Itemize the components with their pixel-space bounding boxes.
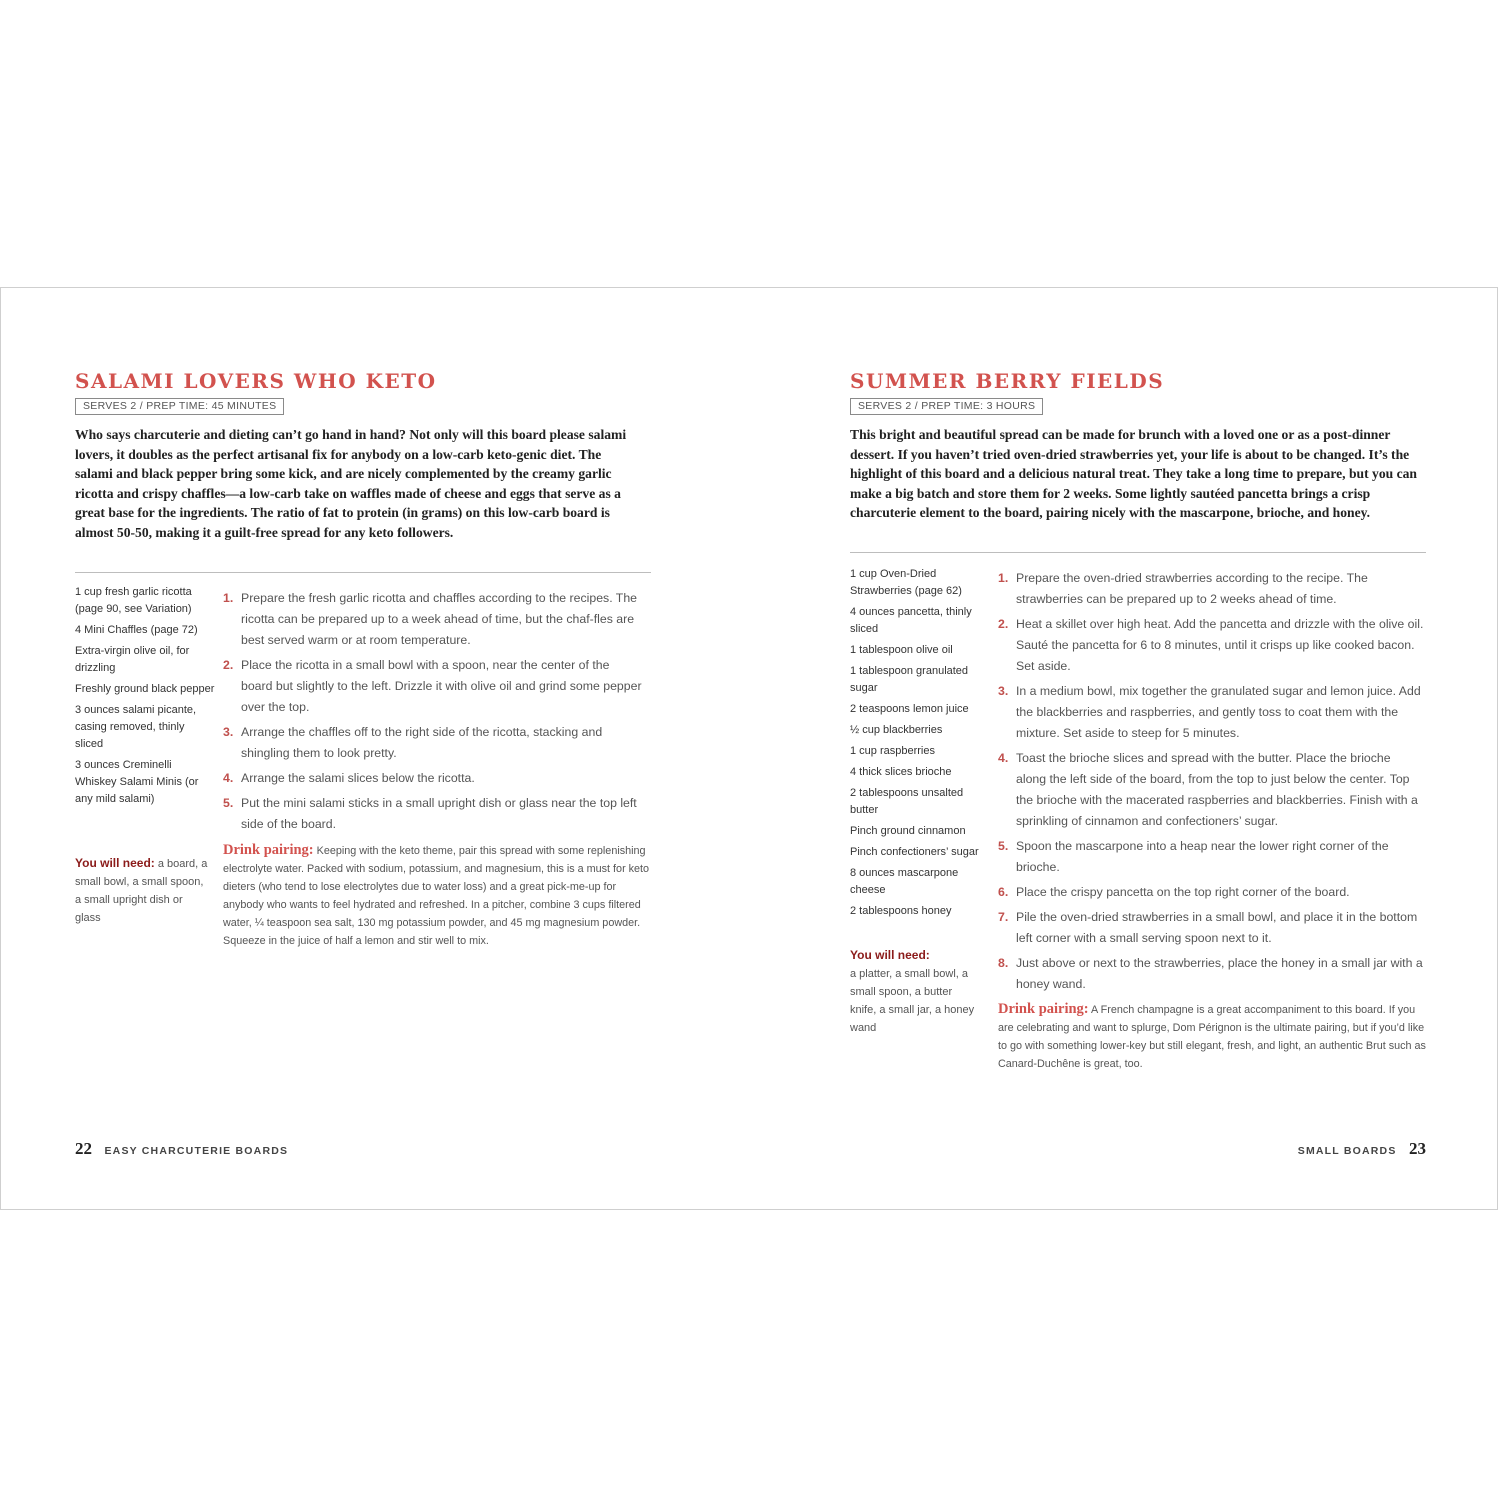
drink-pairing — [223, 841, 651, 950]
you-will-need-text: a board, a small bowl, a small spoon, a small upright dish or glass — [75, 858, 208, 924]
ingredient-item: Pinch confectioners’ sugar — [850, 846, 979, 858]
page-number: 22 — [75, 1139, 92, 1158]
step-number: 2. — [223, 658, 234, 672]
ingredient-item: 4 Mini Chaffles (page 72) — [75, 624, 198, 636]
step-item — [223, 588, 643, 651]
page-footer — [1290, 1139, 1426, 1159]
step-number: 8. — [998, 956, 1009, 970]
step-list — [223, 588, 643, 839]
step-item — [998, 953, 1424, 995]
drink-pairing-text: Keeping with the keto theme, pair this spread with some replenishing electrolyte water. Packed with sodium, potassium, and magnesium, this is a must for keto dieters (who tend to lose electrolytes due to water loss) and a great pick-me-up for anybody who wants to feel hydrated and refreshed. In a pitcher, combine 3 cups filtered water, ¼ teaspoon sea salt, 130 mg potassium powder, and 45 mg magnesium powder. Squeeze in the juice of half a lemon and stir well to mix. — [223, 845, 650, 947]
ingredient-item: 2 tablespoons honey — [850, 905, 952, 917]
step-number: 4. — [998, 751, 1009, 765]
step-text: Place the crispy pancetta on the top right corner of the board. — [1016, 885, 1350, 899]
ingredient-item: 1 cup fresh garlic ricotta (page 90, see Variation) — [75, 586, 192, 615]
ingredient-list — [850, 566, 982, 924]
ingredient-item: Freshly ground black pepper — [75, 683, 215, 695]
ingredient-item: 1 cup Oven-Dried Strawberries (page 62) — [850, 568, 962, 597]
step-number: 4. — [223, 771, 234, 785]
step-number: 3. — [998, 684, 1009, 698]
step-number: 2. — [998, 617, 1009, 631]
step-text: Pile the oven-dried strawberries in a small bowl, and place it in the bottom left corner with a small serving spoon next to it. — [1016, 910, 1418, 945]
step-text: Arrange the chaffles off to the right side of the ricotta, stacking and shingling them to look pretty. — [241, 725, 603, 760]
page-footer — [75, 1139, 296, 1159]
step-text: Spoon the mascarpone into a heap near the lower right corner of the brioche. — [1016, 839, 1389, 874]
step-text: Put the mini salami sticks in a small upright dish or glass near the top left side of the board. — [241, 796, 637, 831]
step-item — [998, 836, 1424, 878]
step-item — [223, 793, 643, 835]
page-number: 23 — [1409, 1139, 1426, 1158]
recipe-intro: This bright and beautiful spread can be made for brunch with a loved one or as a post-dinner dessert. If you haven’t tried oven-dried strawberries yet, your life is about to be changed. It’s the highlight of this board and a delicious natural treat. They take a long time to prepare, but you can make a big batch and store them for 2 weeks. Some lightly sautéed pancetta brings a crisp charcuterie element to the board, pairing nicely with the mascarpone, brioche, and honey. — [850, 427, 1417, 520]
recipe-title: SUMMER BERRY FIELDS — [850, 369, 1165, 393]
you-will-need-text: a platter, a small bowl, a small spoon, a butter knife, a small jar, a honey wand — [850, 968, 975, 1034]
step-item — [223, 768, 643, 789]
step-item — [998, 882, 1424, 903]
you-will-need-label: You will need: — [75, 856, 155, 870]
book-spread — [0, 287, 1498, 1210]
step-number: 1. — [223, 591, 234, 605]
step-item — [998, 568, 1424, 610]
ingredient-item: 4 ounces pancetta, thinly sliced — [850, 606, 972, 635]
ingredient-item: ½ cup blackberries — [850, 724, 943, 736]
step-number: 3. — [223, 725, 234, 739]
serves-prep-time-box: SERVES 2 / PREP TIME: 3 HOURS — [850, 398, 1043, 415]
step-item — [998, 614, 1424, 677]
recipe-intro: Who says charcuterie and dieting can’t go hand in hand? Not only will this board please salami lovers, it doubles as the perfect artisanal fix for anybody on a low-carb keto-genic diet. The salami and black pepper bring some kick, and are nicely complemented by the creamy garlic ricotta and crispy chaffles—a low-carb take on waffles made of cheese and eggs that serve as a great base for the ingredients. The ratio of fat to protein (in grams) on this low-carb board is almost 50-50, making it a guilt-free spread for any keto followers. — [75, 427, 627, 540]
ingredient-item: 2 teaspoons lemon juice — [850, 703, 969, 715]
running-footer-title: EASY CHARCUTERIE BOARDS — [104, 1145, 289, 1157]
step-item — [998, 748, 1424, 832]
ingredient-item: 1 cup raspberries — [850, 745, 935, 757]
recipe-title: SALAMI LOVERS WHO KETO — [75, 369, 437, 393]
step-text: Arrange the salami slices below the ricotta. — [241, 771, 475, 785]
step-text: Just above or next to the strawberries, place the honey in a small jar with a honey wand. — [1016, 956, 1423, 991]
step-item — [223, 722, 643, 764]
step-number: 5. — [998, 839, 1009, 853]
ingredient-item: 2 tablespoons unsalted butter — [850, 787, 964, 816]
ingredient-item: Pinch ground cinnamon — [850, 825, 966, 837]
divider — [75, 572, 651, 573]
ingredient-item: 1 tablespoon olive oil — [850, 644, 953, 656]
step-item — [998, 681, 1424, 744]
ingredient-item: 3 ounces salami picante, casing removed, thinly sliced — [75, 704, 197, 750]
step-number: 7. — [998, 910, 1009, 924]
step-text: Place the ricotta in a small bowl with a spoon, near the center of the board but slightly to the left. Drizzle it with olive oil and grind some pepper over the top. — [241, 658, 642, 714]
running-footer-title: SMALL BOARDS — [1297, 1145, 1397, 1157]
ingredient-item: Extra-virgin olive oil, for drizzling — [75, 645, 190, 674]
you-will-need — [850, 946, 975, 1037]
ingredient-item: 8 ounces mascarpone cheese — [850, 867, 959, 896]
step-number: 1. — [998, 571, 1009, 585]
step-text: In a medium bowl, mix together the granulated sugar and lemon juice. Add the blackberries and raspberries, and gently toss to coat them with the mixture. Set aside to steep for 5 minutes. — [1016, 684, 1421, 740]
step-text: Prepare the fresh garlic ricotta and chaffles according to the recipes. The ricotta can be prepared up to a week ahead of time, but the chaf-fles are best served warm or at room temperature. — [241, 591, 637, 647]
drink-pairing-label: Drink pairing: — [998, 1001, 1089, 1017]
you-will-need — [75, 854, 211, 927]
drink-pairing — [998, 1000, 1426, 1073]
step-item — [998, 907, 1424, 949]
serves-prep-time-box: SERVES 2 / PREP TIME: 45 MINUTES — [75, 398, 284, 415]
you-will-need-label: You will need: — [850, 948, 930, 962]
step-text: Toast the brioche slices and spread with the butter. Place the brioche along the left side of the board, from the top to just below the center. Top the brioche with the macerated raspberries and blackberries. Finish with a sprinkling of cinnamon and confectioners’ sugar. — [1016, 751, 1418, 828]
ingredient-list — [75, 584, 215, 812]
ingredient-item: 1 tablespoon granulated sugar — [850, 665, 969, 694]
divider — [850, 552, 1426, 553]
step-list — [998, 568, 1424, 999]
step-number: 6. — [998, 885, 1009, 899]
step-text: Prepare the oven-dried strawberries according to the recipe. The strawberries can be prepared up to 2 weeks ahead of time. — [1016, 571, 1368, 606]
ingredient-item: 3 ounces Creminelli Whiskey Salami Minis (or any mild salami) — [75, 759, 199, 805]
drink-pairing-text: A French champagne is a great accompaniment to this board. If you are celebrating and want to splurge, Dom Pérignon is the ultimate pairing, but if you’d like to go with something lower-key but still elegant, fresh, and light, an authentic Brut such as Canard-Duchêne is great, too. — [998, 1004, 1426, 1070]
drink-pairing-label: Drink pairing: — [223, 842, 314, 858]
step-item — [223, 655, 643, 718]
ingredient-item: 4 thick slices brioche — [850, 766, 952, 778]
step-number: 5. — [223, 796, 234, 810]
step-text: Heat a skillet over high heat. Add the pancetta and drizzle with the olive oil. Sauté the pancetta for 6 to 8 minutes, until it crisps up like cooked bacon. Set aside. — [1016, 617, 1424, 673]
